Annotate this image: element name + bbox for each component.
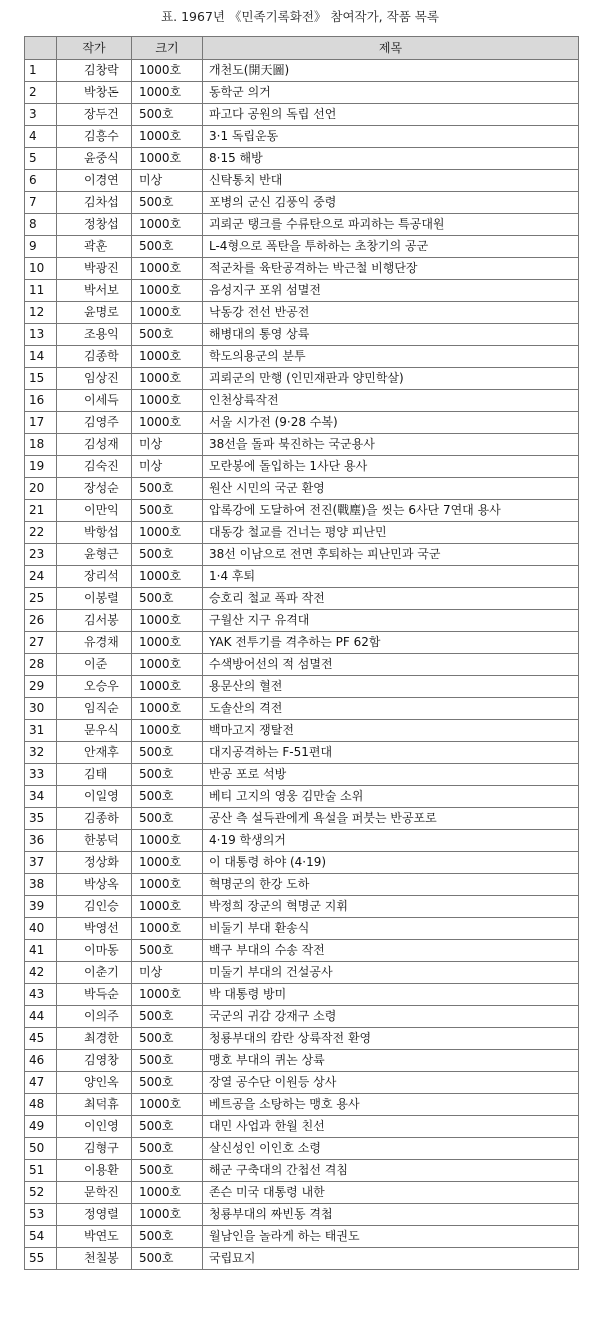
canvas-size: 500호	[132, 104, 203, 126]
table-row	[25, 1050, 579, 1072]
artist-name: 임상진	[57, 368, 132, 390]
canvas-size: 1000호	[132, 1204, 203, 1226]
artist-name: 김성재	[57, 434, 132, 456]
table-row	[25, 148, 579, 170]
table-row	[25, 1204, 579, 1226]
artist-name: 박연도	[57, 1226, 132, 1248]
row-number: 3	[25, 104, 57, 126]
table-row	[25, 1116, 579, 1138]
row-number: 7	[25, 192, 57, 214]
row-number: 9	[25, 236, 57, 258]
row-number: 23	[25, 544, 57, 566]
artist-name: 박서보	[57, 280, 132, 302]
artwork-title: 해군 구축대의 간첩선 격침	[203, 1160, 579, 1182]
artist-name: 김영주	[57, 412, 132, 434]
table-row	[25, 390, 579, 412]
table-row	[25, 346, 579, 368]
table-caption: 표. 1967년 《민족기록화전》 참여작가, 작품 목록	[161, 9, 439, 24]
row-number: 48	[25, 1094, 57, 1116]
artist-name: 정상화	[57, 852, 132, 874]
table-row	[25, 456, 579, 478]
artist-name: 장두건	[57, 104, 132, 126]
canvas-size: 500호	[132, 764, 203, 786]
table-row	[25, 500, 579, 522]
table-row	[25, 1006, 579, 1028]
row-number: 28	[25, 654, 57, 676]
artist-name: 문학진	[57, 1182, 132, 1204]
row-number: 6	[25, 170, 57, 192]
artwork-title: 대민 사업과 한월 친선	[203, 1116, 579, 1138]
header-title: 제목	[203, 37, 579, 60]
artist-name: 김형구	[57, 1138, 132, 1160]
table-row	[25, 676, 579, 698]
canvas-size: 1000호	[132, 918, 203, 940]
artist-name: 이준	[57, 654, 132, 676]
table-row	[25, 82, 579, 104]
table-row	[25, 654, 579, 676]
artwork-title: 박정희 장군의 혁명군 지휘	[203, 896, 579, 918]
artwork-title: 이 대통령 하야 (4·19)	[203, 852, 579, 874]
artist-name: 박광진	[57, 258, 132, 280]
table-row	[25, 896, 579, 918]
canvas-size: 미상	[132, 962, 203, 984]
table-row	[25, 610, 579, 632]
row-number: 31	[25, 720, 57, 742]
artwork-title: 맹호 부대의 퀴논 상륙	[203, 1050, 579, 1072]
row-number: 10	[25, 258, 57, 280]
table-row	[25, 940, 579, 962]
table-body	[25, 60, 579, 1270]
artwork-title: 8·15 해방	[203, 148, 579, 170]
artist-name: 이마동	[57, 940, 132, 962]
row-number: 5	[25, 148, 57, 170]
artwork-title: 적군차를 육탄공격하는 박근철 비행단장	[203, 258, 579, 280]
artist-name: 이봉렬	[57, 588, 132, 610]
table-row	[25, 1138, 579, 1160]
canvas-size: 500호	[132, 1160, 203, 1182]
canvas-size: 미상	[132, 170, 203, 192]
row-number: 24	[25, 566, 57, 588]
canvas-size: 1000호	[132, 148, 203, 170]
artist-name: 곽훈	[57, 236, 132, 258]
row-number: 45	[25, 1028, 57, 1050]
artist-name: 이세득	[57, 390, 132, 412]
row-number: 29	[25, 676, 57, 698]
canvas-size: 500호	[132, 808, 203, 830]
artwork-title: 압록강에 도달하여 전진(戰塵)을 씻는 6사단 7연대 용사	[203, 500, 579, 522]
row-number: 4	[25, 126, 57, 148]
canvas-size: 500호	[132, 544, 203, 566]
table-row	[25, 170, 579, 192]
row-number: 18	[25, 434, 57, 456]
canvas-size: 1000호	[132, 1182, 203, 1204]
artwork-title: 개천도(開天圖)	[203, 60, 579, 82]
row-number: 11	[25, 280, 57, 302]
row-number: 15	[25, 368, 57, 390]
artist-name: 정창섭	[57, 214, 132, 236]
row-number: 2	[25, 82, 57, 104]
canvas-size: 미상	[132, 434, 203, 456]
artwork-title: 청룡부대의 캄란 상륙작전 환영	[203, 1028, 579, 1050]
canvas-size: 1000호	[132, 654, 203, 676]
artwork-title: YAK 전투기를 격추하는 PF 62함	[203, 632, 579, 654]
artwork-title: 모란봉에 돌입하는 1사단 용사	[203, 456, 579, 478]
artist-name: 김차섭	[57, 192, 132, 214]
table-row	[25, 720, 579, 742]
canvas-size: 500호	[132, 1138, 203, 1160]
artwork-title: 괴뢰군의 만행 (인민재판과 양민학살)	[203, 368, 579, 390]
canvas-size: 1000호	[132, 874, 203, 896]
header-size: 크기	[132, 37, 203, 60]
artwork-title: 수색방어선의 적 섬멸전	[203, 654, 579, 676]
table-row	[25, 522, 579, 544]
artwork-title: 구월산 지구 유격대	[203, 610, 579, 632]
row-number: 33	[25, 764, 57, 786]
row-number: 37	[25, 852, 57, 874]
table-row	[25, 1072, 579, 1094]
canvas-size: 500호	[132, 1116, 203, 1138]
table-row	[25, 874, 579, 896]
artist-name: 김태	[57, 764, 132, 786]
header-artist: 작가	[57, 37, 132, 60]
artwork-title: 혁명군의 한강 도하	[203, 874, 579, 896]
canvas-size: 500호	[132, 786, 203, 808]
canvas-size: 1000호	[132, 214, 203, 236]
artwork-title: 공산 측 설득관에게 욕설을 퍼붓는 반공포로	[203, 808, 579, 830]
artist-name: 윤중식	[57, 148, 132, 170]
row-number: 52	[25, 1182, 57, 1204]
artwork-title: 대동강 철교를 건너는 평양 피난민	[203, 522, 579, 544]
artist-name: 최경한	[57, 1028, 132, 1050]
artwork-title: 낙동강 전선 반공전	[203, 302, 579, 324]
artwork-title: 월남인을 놀라게 하는 태권도	[203, 1226, 579, 1248]
row-number: 13	[25, 324, 57, 346]
canvas-size: 1000호	[132, 368, 203, 390]
artist-name: 김흥수	[57, 126, 132, 148]
canvas-size: 1000호	[132, 830, 203, 852]
table-row	[25, 1160, 579, 1182]
canvas-size: 500호	[132, 324, 203, 346]
row-number: 35	[25, 808, 57, 830]
table-row	[25, 258, 579, 280]
row-number: 19	[25, 456, 57, 478]
row-number: 46	[25, 1050, 57, 1072]
canvas-size: 1000호	[132, 302, 203, 324]
row-number: 47	[25, 1072, 57, 1094]
canvas-size: 1000호	[132, 258, 203, 280]
artist-name: 조용익	[57, 324, 132, 346]
artist-name: 안재후	[57, 742, 132, 764]
canvas-size: 1000호	[132, 280, 203, 302]
artwork-title: 원산 시민의 국군 환영	[203, 478, 579, 500]
table-row	[25, 324, 579, 346]
artist-name: 이만익	[57, 500, 132, 522]
table-row	[25, 984, 579, 1006]
canvas-size: 1000호	[132, 632, 203, 654]
artwork-title: 국립묘지	[203, 1248, 579, 1270]
artwork-title: 베트공을 소탕하는 맹호 용사	[203, 1094, 579, 1116]
canvas-size: 1000호	[132, 412, 203, 434]
row-number: 12	[25, 302, 57, 324]
canvas-size: 500호	[132, 588, 203, 610]
canvas-size: 1000호	[132, 896, 203, 918]
table-row	[25, 588, 579, 610]
artwork-title: 베티 고지의 영웅 김만술 소위	[203, 786, 579, 808]
canvas-size: 500호	[132, 1248, 203, 1270]
row-number: 36	[25, 830, 57, 852]
row-number: 32	[25, 742, 57, 764]
table-row	[25, 808, 579, 830]
artwork-title: 존슨 미국 대통령 내한	[203, 1182, 579, 1204]
canvas-size: 500호	[132, 236, 203, 258]
row-number: 30	[25, 698, 57, 720]
row-number: 25	[25, 588, 57, 610]
canvas-size: 500호	[132, 1006, 203, 1028]
row-number: 55	[25, 1248, 57, 1270]
table-row	[25, 412, 579, 434]
artist-name: 윤형근	[57, 544, 132, 566]
row-number: 42	[25, 962, 57, 984]
artist-name: 이경연	[57, 170, 132, 192]
row-number: 40	[25, 918, 57, 940]
artwork-title: 괴뢰군 탱크를 수류탄으로 파괴하는 특공대원	[203, 214, 579, 236]
row-number: 20	[25, 478, 57, 500]
artwork-title: 38선을 돌파 북진하는 국군용사	[203, 434, 579, 456]
table-header-row	[25, 37, 579, 60]
artist-name: 최덕휴	[57, 1094, 132, 1116]
artist-name: 김인승	[57, 896, 132, 918]
canvas-size: 1000호	[132, 566, 203, 588]
row-number: 39	[25, 896, 57, 918]
row-number: 26	[25, 610, 57, 632]
table-row	[25, 918, 579, 940]
artwork-title: 반공 포로 석방	[203, 764, 579, 786]
canvas-size: 1000호	[132, 346, 203, 368]
table-row	[25, 1094, 579, 1116]
canvas-size: 미상	[132, 456, 203, 478]
artist-name: 양인옥	[57, 1072, 132, 1094]
artist-name: 이의주	[57, 1006, 132, 1028]
artwork-title: 1·4 후퇴	[203, 566, 579, 588]
row-number: 21	[25, 500, 57, 522]
table-row	[25, 368, 579, 390]
table-row	[25, 302, 579, 324]
row-number: 38	[25, 874, 57, 896]
artwork-title: 백마고지 쟁탈전	[203, 720, 579, 742]
artist-name: 김종학	[57, 346, 132, 368]
artist-name: 윤명로	[57, 302, 132, 324]
artwork-title: 국군의 귀감 강재구 소령	[203, 1006, 579, 1028]
table-row	[25, 104, 579, 126]
row-number: 27	[25, 632, 57, 654]
table-row	[25, 60, 579, 82]
row-number: 53	[25, 1204, 57, 1226]
artist-name: 박항섭	[57, 522, 132, 544]
table-row	[25, 192, 579, 214]
table-row	[25, 1182, 579, 1204]
artwork-title: 음성지구 포위 섬멸전	[203, 280, 579, 302]
table-row	[25, 126, 579, 148]
artwork-title: 도솔산의 격전	[203, 698, 579, 720]
artwork-title: 장열 공수단 이원등 상사	[203, 1072, 579, 1094]
canvas-size: 1000호	[132, 852, 203, 874]
header-number	[25, 37, 57, 60]
artwork-title: 서울 시가전 (9·28 수복)	[203, 412, 579, 434]
canvas-size: 1000호	[132, 60, 203, 82]
artwork-title: 동학군 의거	[203, 82, 579, 104]
artist-name: 문우식	[57, 720, 132, 742]
table-row	[25, 632, 579, 654]
canvas-size: 1000호	[132, 82, 203, 104]
artwork-title: 백구 부대의 수송 작전	[203, 940, 579, 962]
row-number: 17	[25, 412, 57, 434]
table-row	[25, 478, 579, 500]
artwork-title: 신탁통치 반대	[203, 170, 579, 192]
artwork-title: L-4형으로 폭탄을 투하하는 초창기의 공군	[203, 236, 579, 258]
row-number: 16	[25, 390, 57, 412]
canvas-size: 500호	[132, 478, 203, 500]
artist-name: 박득순	[57, 984, 132, 1006]
canvas-size: 1000호	[132, 522, 203, 544]
canvas-size: 500호	[132, 1072, 203, 1094]
canvas-size: 1000호	[132, 698, 203, 720]
table-row	[25, 830, 579, 852]
artist-name: 박영선	[57, 918, 132, 940]
artwork-title: 해병대의 통영 상륙	[203, 324, 579, 346]
canvas-size: 1000호	[132, 676, 203, 698]
artist-name: 장성순	[57, 478, 132, 500]
artwork-title: 3·1 독립운동	[203, 126, 579, 148]
table-row	[25, 280, 579, 302]
canvas-size: 500호	[132, 500, 203, 522]
table-row	[25, 742, 579, 764]
artist-name: 유경채	[57, 632, 132, 654]
canvas-size: 500호	[132, 192, 203, 214]
artist-name: 이춘기	[57, 962, 132, 984]
canvas-size: 500호	[132, 1028, 203, 1050]
canvas-size: 500호	[132, 1226, 203, 1248]
artwork-title: 4·19 학생의거	[203, 830, 579, 852]
table-row	[25, 852, 579, 874]
artwork-title: 청룡부대의 짜빈동 격첩	[203, 1204, 579, 1226]
artwork-title: 인천상륙작전	[203, 390, 579, 412]
artwork-title: 파고다 공원의 독립 선언	[203, 104, 579, 126]
canvas-size: 500호	[132, 1050, 203, 1072]
artist-name: 천칠봉	[57, 1248, 132, 1270]
table-row	[25, 214, 579, 236]
table-row	[25, 566, 579, 588]
canvas-size: 1000호	[132, 984, 203, 1006]
row-number: 8	[25, 214, 57, 236]
table-row	[25, 1226, 579, 1248]
row-number: 41	[25, 940, 57, 962]
artist-name: 한봉덕	[57, 830, 132, 852]
artist-name: 김영창	[57, 1050, 132, 1072]
table-row	[25, 1028, 579, 1050]
artist-name: 김종하	[57, 808, 132, 830]
artist-name: 이인영	[57, 1116, 132, 1138]
artwork-title: 용문산의 혈전	[203, 676, 579, 698]
table-row	[25, 1248, 579, 1270]
artwork-title: 학도의용군의 분투	[203, 346, 579, 368]
artwork-title: 살신성인 이인호 소령	[203, 1138, 579, 1160]
artwork-title: 대지공격하는 F-51편대	[203, 742, 579, 764]
artist-name: 임직순	[57, 698, 132, 720]
row-number: 43	[25, 984, 57, 1006]
row-number: 44	[25, 1006, 57, 1028]
canvas-size: 1000호	[132, 610, 203, 632]
artist-name: 오승우	[57, 676, 132, 698]
canvas-size: 500호	[132, 742, 203, 764]
artist-name: 김서봉	[57, 610, 132, 632]
artwork-title: 승호리 철교 폭파 작전	[203, 588, 579, 610]
artist-name: 김숙진	[57, 456, 132, 478]
canvas-size: 500호	[132, 940, 203, 962]
artist-name: 이용환	[57, 1160, 132, 1182]
table-row	[25, 434, 579, 456]
canvas-size: 1000호	[132, 720, 203, 742]
row-number: 49	[25, 1116, 57, 1138]
artist-name: 김창락	[57, 60, 132, 82]
table-row	[25, 764, 579, 786]
artwork-title: 비둘기 부대 환송식	[203, 918, 579, 940]
row-number: 50	[25, 1138, 57, 1160]
artist-name: 정영렬	[57, 1204, 132, 1226]
table-row	[25, 786, 579, 808]
row-number: 51	[25, 1160, 57, 1182]
artwork-title: 38선 이남으로 전면 후퇴하는 피난민과 국군	[203, 544, 579, 566]
artist-name: 장리석	[57, 566, 132, 588]
artwork-title: 포병의 군신 김풍익 중령	[203, 192, 579, 214]
row-number: 14	[25, 346, 57, 368]
artwork-title: 박 대통령 방미	[203, 984, 579, 1006]
table-row	[25, 698, 579, 720]
artist-name: 박창돈	[57, 82, 132, 104]
row-number: 1	[25, 60, 57, 82]
canvas-size: 1000호	[132, 1094, 203, 1116]
canvas-size: 1000호	[132, 390, 203, 412]
artist-name: 박상옥	[57, 874, 132, 896]
artworks-table	[24, 36, 579, 1270]
row-number: 34	[25, 786, 57, 808]
canvas-size: 1000호	[132, 126, 203, 148]
row-number: 22	[25, 522, 57, 544]
table-row	[25, 236, 579, 258]
table-row	[25, 962, 579, 984]
row-number: 54	[25, 1226, 57, 1248]
table-row	[25, 544, 579, 566]
artist-name: 이일영	[57, 786, 132, 808]
artwork-title: 미둘기 부대의 건설공사	[203, 962, 579, 984]
